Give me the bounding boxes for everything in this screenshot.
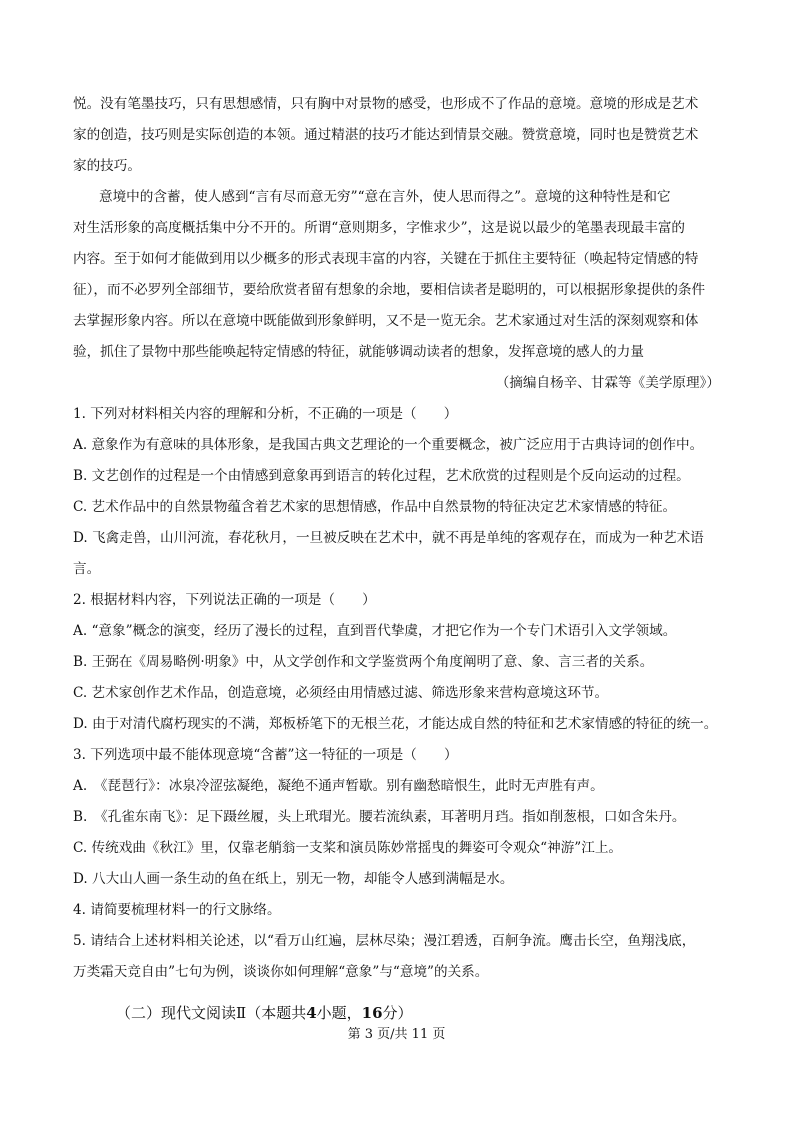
section-score: 16 bbox=[361, 1004, 383, 1022]
paragraph-line: 对生活形象的高度概括集中分不开的。所谓“意则期多，字惟求少”，这是说以最少的笔墨表现最丰富的 bbox=[73, 220, 686, 236]
question-2-option-b: B. 王弼在《周易略例·明象》中，从文学创作和文学鉴赏两个角度阐明了意、象、言三者的关系。 bbox=[73, 654, 654, 670]
paragraph-line: 悦。没有笔墨技巧，只有思想感情，只有胸中对景物的感受，也形成不了作品的意境。意境的形成是艺术 bbox=[73, 96, 699, 112]
question-5-stem-cont: 万类霜天竞自由”七句为例，谈谈你如何理解“意象”与“意境”的关系。 bbox=[73, 964, 489, 980]
paragraph-line: 去掌握形象内容。所以在意境中既能做到形象鲜明，又不是一览无余。艺术家通过对生活的深刻观察和体 bbox=[73, 313, 699, 329]
section-question-count: 4 bbox=[306, 1004, 317, 1022]
question-4-stem: 4. 请简要梳理材料一的行文脉络。 bbox=[73, 902, 281, 918]
paragraph-line: 家的技巧。 bbox=[73, 158, 141, 174]
question-3-option-d: D. 八大山人画一条生动的鱼在纸上，别无一物，却能令人感到满幅是水。 bbox=[73, 871, 514, 887]
question-1-stem: 1. 下列对材料相关内容的理解和分析，不正确的一项是（ ） bbox=[73, 406, 458, 422]
paragraph-line: 家的创造，技巧则是实际创造的本领。通过精湛的技巧才能达到情景交融。赞赏意境，同时也是赞赏艺术 bbox=[73, 127, 699, 143]
question-3-option-a: A. 《琵琶行》：冰泉冷涩弦凝绝，凝绝不通声暂歇。别有幽愁暗恨生，此时无声胜有声。 bbox=[73, 778, 604, 794]
question-3-stem: 3. 下列选项中最不能体现意境“含蓄”这一特征的一项是（ ） bbox=[73, 747, 458, 763]
section-heading-prefix: （二）现代文阅读Ⅱ（本题共 bbox=[116, 1004, 307, 1022]
question-1-option-d-cont: 言。 bbox=[73, 561, 101, 577]
question-2-option-a: A. “意象”概念的演变，经历了漫长的过程，直到晋代挚虞，才把它作为一个专门术语引入文学领域。 bbox=[73, 623, 677, 639]
section-heading-suffix: 分） bbox=[382, 1004, 413, 1022]
page-number-footer: 第 3 页/共 11 页 bbox=[347, 1027, 446, 1042]
source-citation: （摘编自杨辛、甘霖等《美学原理》） bbox=[495, 375, 720, 391]
paragraph-line: 征），而不必罗列全部细节，要给欣赏者留有想象的余地，要相信读者是聪明的，可以根据形象提供的条件 bbox=[73, 282, 706, 298]
question-1-option-c: C. 艺术作品中的自然景物蕴含着艺术家的思想情感，作品中自然景物的特征决定艺术家情感的特征。 bbox=[73, 499, 677, 515]
paragraph-line: 验，抓住了景物中那些能唤起特定情感的特征，就能够调动读者的想象，发挥意境的感人的力量 bbox=[73, 344, 644, 360]
paragraph-line: 意境中的含蓄，使人感到“言有尽而意无穷”“意在言外，使人思而得之”。意境的这种特性是和它 bbox=[99, 189, 671, 205]
question-2-stem: 2. 根据材料内容，下列说法正确的一项是（ ） bbox=[73, 592, 376, 608]
question-2-option-c: C. 艺术家创作艺术作品，创造意境，必须经由用情感过滤、筛选形象来营构意境这环节。 bbox=[73, 685, 609, 701]
question-1-option-b: B. 文艺创作的过程是一个由情感到意象再到语言的转化过程，艺术欣赏的过程则是个反向运动的过程。 bbox=[73, 468, 690, 484]
section-heading-mid: 小题， bbox=[316, 1004, 362, 1022]
question-5-stem: 5. 请结合上述材料相关论述，以“看万山红遍，层林尽染；漫江碧透，百舸争流。鹰击长空，鱼翔浅底， bbox=[73, 933, 696, 949]
section-heading bbox=[116, 1004, 413, 1022]
question-3-option-b: B. 《孔雀东南飞》：足下蹑丝履，头上玳瑁光。腰若流纨素，耳著明月珰。指如削葱根，口如含朱丹。 bbox=[73, 809, 686, 825]
question-2-option-d: D. 由于对清代腐朽现实的不满，郑板桥笔下的无根兰花，才能达成自然的特征和艺术家情感的特征的统一。 bbox=[73, 716, 718, 732]
question-1-option-a: A. 意象作为有意味的具体形象，是我国古典文艺理论的一个重要概念，被广泛应用于古典诗词的创作中。 bbox=[73, 437, 704, 453]
paragraph-line: 内容。至于如何才能做到用以少概多的形式表现丰富的内容，关键在于抓住主要特征（唤起特定情感的特 bbox=[73, 251, 699, 267]
question-1-option-d: D. 飞禽走兽，山川河流，春花秋月，一旦被反映在艺术中，就不再是单纯的客观存在，而成为一种艺术语 bbox=[73, 530, 704, 546]
question-3-option-c: C. 传统戏曲《秋江》里，仅靠老艄翁一支桨和演员陈妙常摇曳的舞姿可令观众“神游”江上。 bbox=[73, 840, 623, 856]
